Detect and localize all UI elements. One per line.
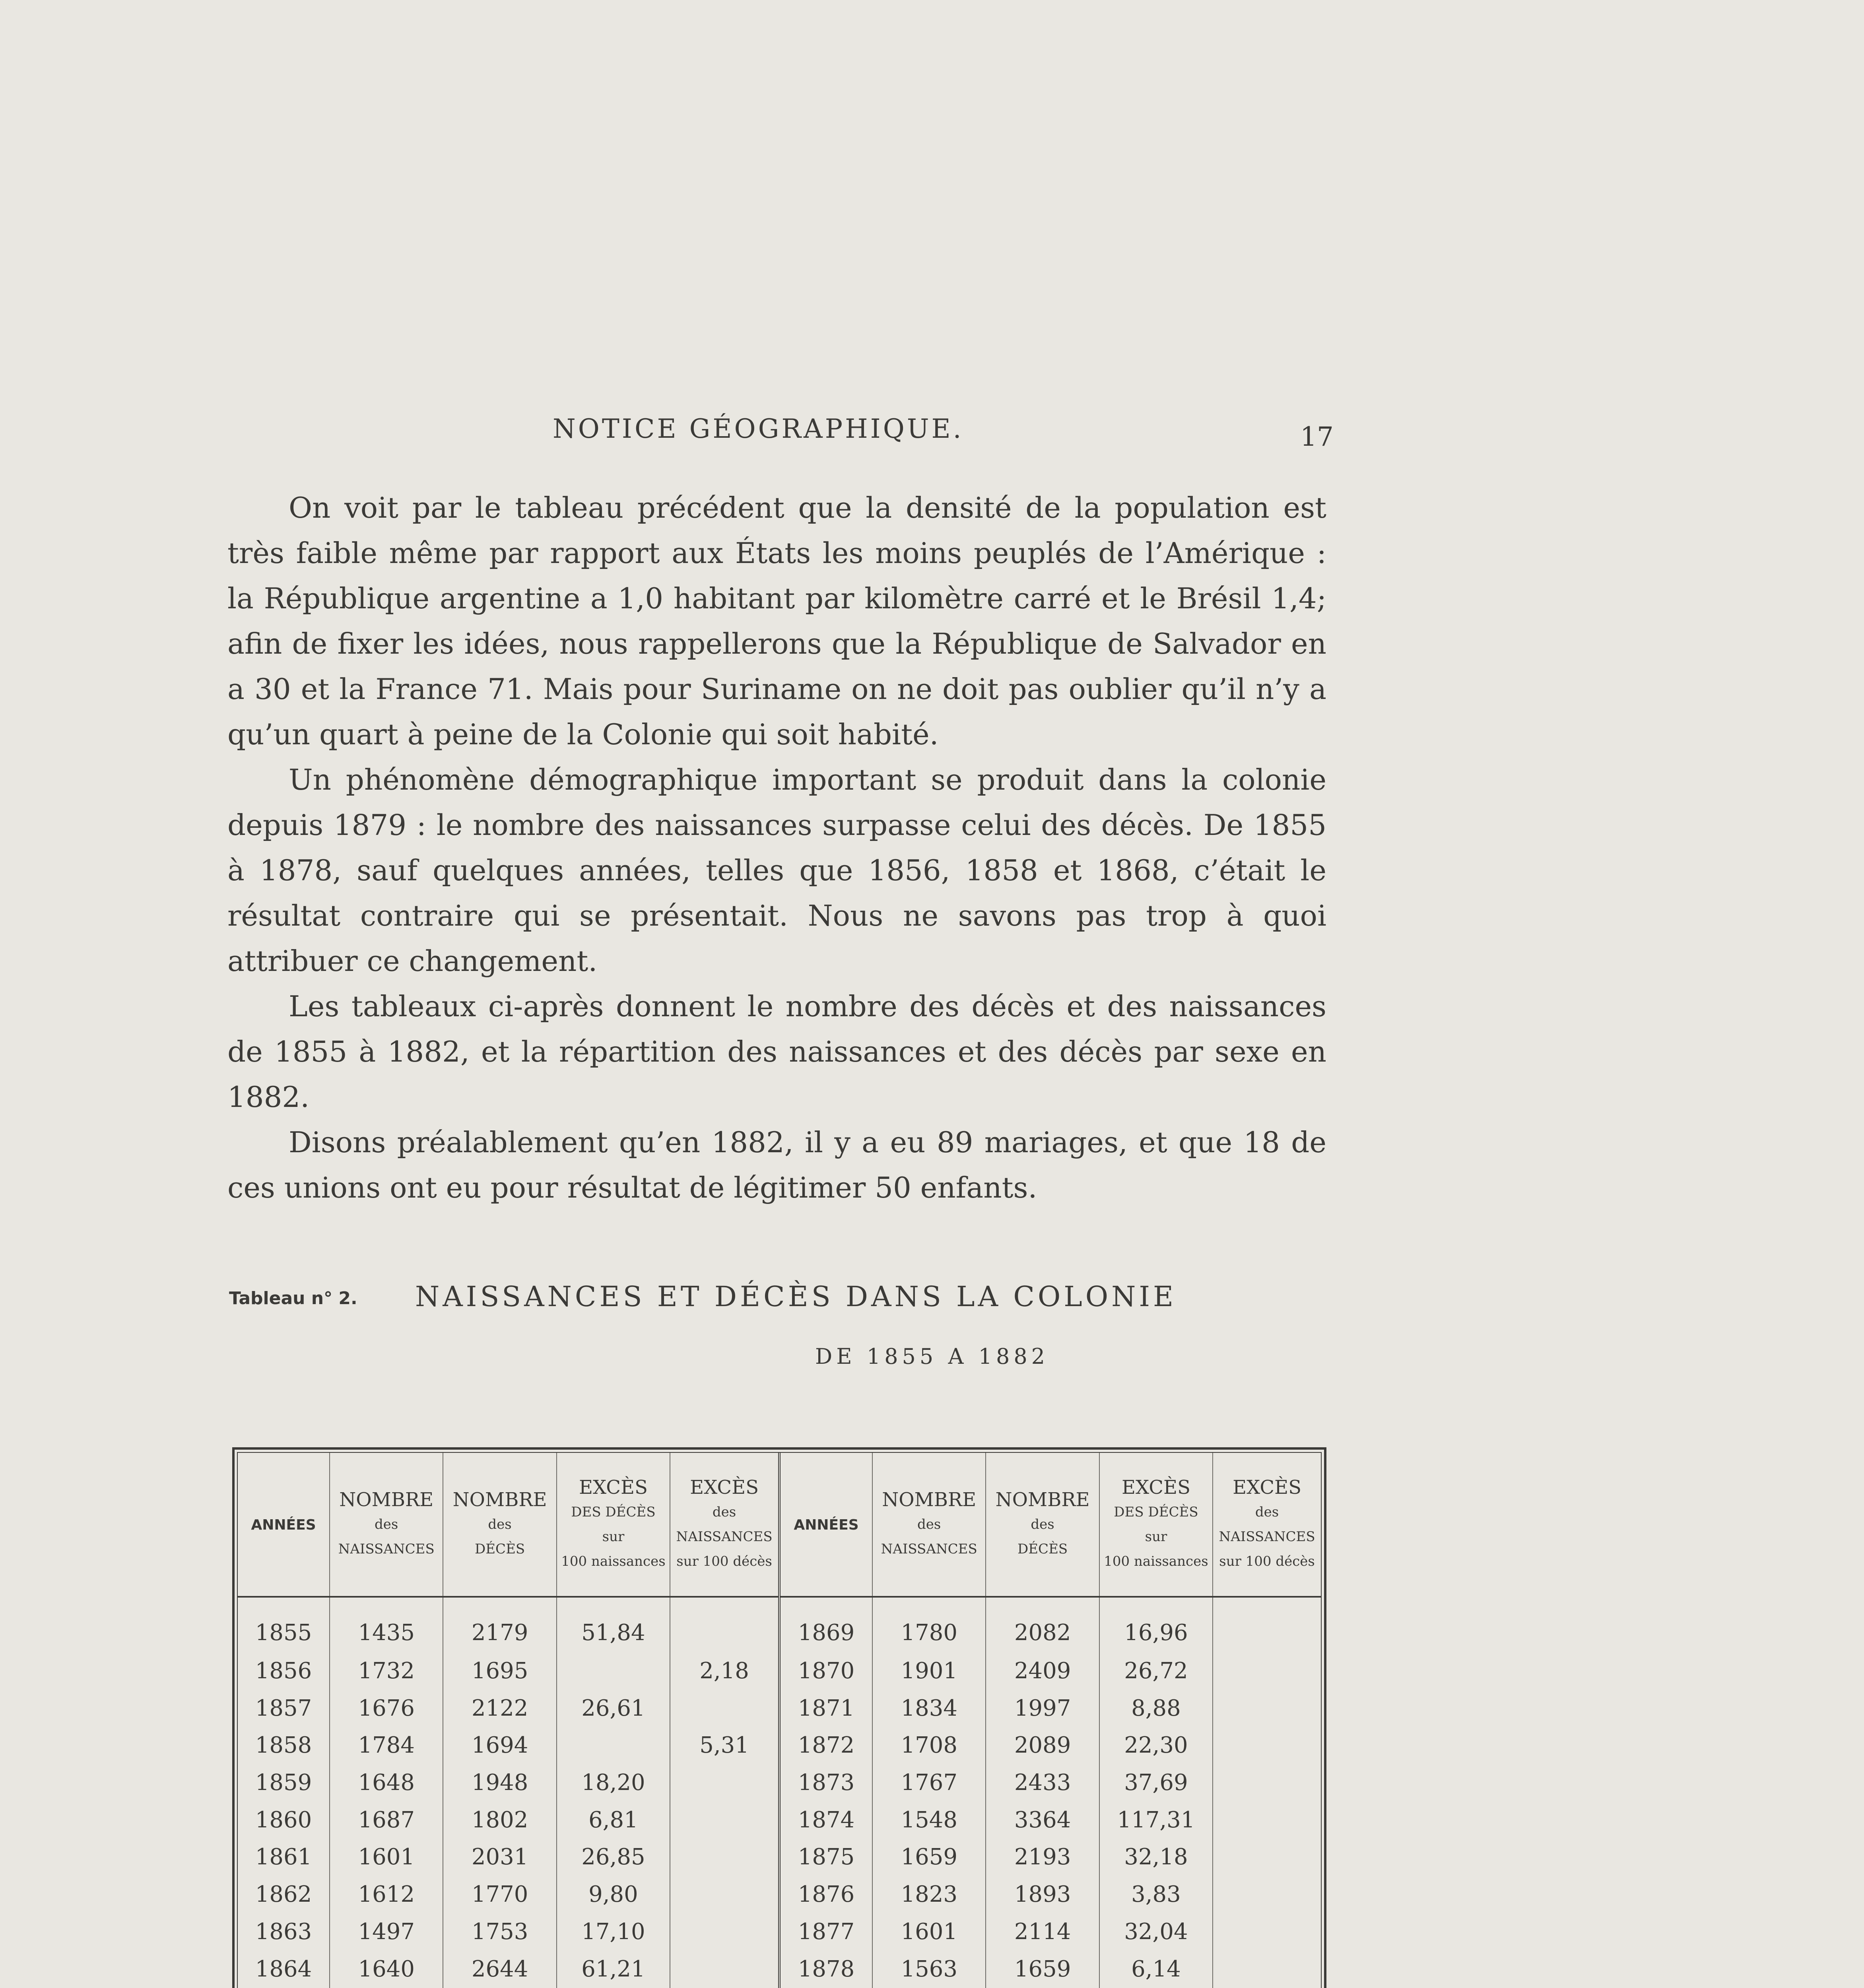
table-cell: 1997 [986,1689,1099,1727]
table-cell: 1875 [781,1839,872,1876]
table-cell [1213,1597,1321,1652]
table-cell: 1694 [443,1727,556,1764]
table-cell: 1601 [872,1913,986,1951]
table-row [781,1689,1321,1727]
table-cell: 1767 [872,1764,986,1802]
table-row [238,1652,778,1690]
table-cell: 1435 [330,1597,443,1652]
header-excess-births: EXCÈS des NAISSANCES sur 100 décès [1213,1453,1321,1597]
table-cell: 1732 [330,1652,443,1690]
table-cell: 1874 [781,1801,872,1839]
table-row [238,1913,778,1951]
table-cell: 6,14 [1099,1950,1213,1988]
table-row [781,1876,1321,1913]
table-row [238,1764,778,1802]
table-cell: 1869 [781,1597,872,1652]
table-row [781,1727,1321,1764]
table-cell: 17,10 [557,1913,670,1951]
table-cell: 1548 [872,1801,986,1839]
table-row [781,1839,1321,1876]
table-row [781,1950,1321,1988]
header-excess-deaths: EXCÈS DES DÉCÈS sur 100 naissances [557,1453,670,1597]
table-cell: 2031 [443,1839,556,1876]
table-cell: 3364 [986,1801,1099,1839]
table-title: NAISSANCES ET DÉCÈS DANS LA COLONIE [415,1280,1177,1313]
table-cell: 1893 [986,1876,1099,1913]
table-cell [1213,1839,1321,1876]
paragraph: Disons préalablement qu’en 1882, il y a eu 89 mariages, et que 18 de ces unions ont eu pour résultat de légitimer 50 enfants. [227,1126,1326,1204]
running-title: NOTICE GÉOGRAPHIQUE. [553,414,964,444]
table-cell: 1601 [330,1839,443,1876]
table-cell: 1877 [781,1913,872,1951]
paragraph: Les tableaux ci-après donnent le nombre des décès et des naissances de 1855 à 1882, et la répartition des naissances et des décès par sexe en 1882. [227,990,1326,1114]
table-cell: 32,04 [1099,1913,1213,1951]
header-excess-births: EXCÈS des NAISSANCES sur 100 décès [670,1453,778,1597]
table-cell: 2433 [986,1764,1099,1802]
table-cell: 1873 [781,1764,872,1802]
table-cell: 18,20 [557,1764,670,1802]
table-row [238,1689,778,1727]
table-cell: 1861 [238,1839,330,1876]
table-cell: 1878 [781,1950,872,1988]
table-cell: 1784 [330,1727,443,1764]
table-cell: 1863 [238,1913,330,1951]
paragraph: On voit par le tableau précédent que la densité de la population est très faible même par rapport aux États les moins peuplés de l’Amérique : la République argentine a 1,0 habitant par kilomètre carré et le Brésil 1,4; afin de fixer les idées, nous rappellerons que la République de Salvador en a 30 et la France 71. Mais pour Suriname on ne doit pas oublier qu’il n’y a qu’un quart à peine de la Colonie qui soit habité. [227,491,1326,751]
table-label: Tableau n° 2. [229,1288,357,1309]
header-births: NOMBRE des NAISSANCES [872,1453,986,1597]
table-cell: 1659 [872,1839,986,1876]
table-row [781,1652,1321,1690]
table-cell: 16,96 [1099,1597,1213,1652]
table-cell: 51,84 [557,1597,670,1652]
table-half-right [781,1453,1321,1988]
table-cell: 22,30 [1099,1727,1213,1764]
table-cell: 1858 [238,1727,330,1764]
table-cell: 1640 [330,1950,443,1988]
table-row [238,1801,778,1839]
table-cell: 1870 [781,1652,872,1690]
header-years: ANNÉES [238,1453,330,1597]
table-cell: 1770 [443,1876,556,1913]
table-cell [1213,1913,1321,1951]
table-cell: 32,18 [1099,1839,1213,1876]
table-cell: 2114 [986,1913,1099,1951]
table-row [781,1913,1321,1951]
table-cell [1213,1764,1321,1802]
table-cell [1213,1801,1321,1839]
table-cell [1213,1689,1321,1727]
table-cell [670,1801,778,1839]
table-half-left [238,1453,781,1988]
table-cell [1213,1652,1321,1690]
table-cell: 1708 [872,1727,986,1764]
table-cell [1213,1950,1321,1988]
table-cell [670,1913,778,1951]
table-cell: 1753 [443,1913,556,1951]
header-excess-deaths: EXCÈS DES DÉCÈS sur 100 naissances [1099,1453,1213,1597]
table-subtitle: DE 1855 A 1882 [815,1344,1049,1369]
table-cell: 2122 [443,1689,556,1727]
table-cell: 2082 [986,1597,1099,1652]
table-cell: 1563 [872,1950,986,1988]
table-cell [670,1950,778,1988]
data-table [232,1447,1326,1988]
table-cell: 2089 [986,1727,1099,1764]
table-row [781,1764,1321,1802]
table-cell: 6,81 [557,1801,670,1839]
table-cell: 61,21 [557,1950,670,1988]
table-cell: 1859 [238,1764,330,1802]
table-cell [557,1727,670,1764]
table-cell: 1860 [238,1801,330,1839]
header-deaths: NOMBRE des DÉCÈS [986,1453,1099,1597]
table-cell: 26,72 [1099,1652,1213,1690]
table-cell: 1648 [330,1764,443,1802]
table-cell: 1855 [238,1597,330,1652]
table-cell: 1864 [238,1950,330,1988]
table-row [238,1839,778,1876]
table-cell [670,1689,778,1727]
table-cell: 1872 [781,1727,872,1764]
table-cell: 9,80 [557,1876,670,1913]
table-cell: 3,83 [1099,1876,1213,1913]
table-cell: 1687 [330,1801,443,1839]
body-text [227,485,1326,1210]
table-row [781,1801,1321,1839]
table-cell: 8,88 [1099,1689,1213,1727]
header-deaths: NOMBRE des DÉCÈS [443,1453,556,1597]
table-cell: 26,85 [557,1839,670,1876]
header-years: ANNÉES [781,1453,872,1597]
header-births: NOMBRE des NAISSANCES [330,1453,443,1597]
table-cell: 2644 [443,1950,556,1988]
table-cell: 2,18 [699,1658,749,1684]
table-row [238,1727,778,1764]
table-cell: 1676 [330,1689,443,1727]
table-cell: 1856 [238,1652,330,1690]
table-cell: 37,69 [1099,1764,1213,1802]
table-cell: 1862 [238,1876,330,1913]
table-cell: 2193 [986,1839,1099,1876]
table-cell: 1901 [872,1652,986,1690]
table-cell: 2409 [986,1652,1099,1690]
table-cell: 1876 [781,1876,872,1913]
table-cell: 1695 [443,1652,556,1690]
table-cell [670,1839,778,1876]
table-cell: 117,31 [1099,1801,1213,1839]
table-cell [1213,1727,1321,1764]
table-cell: 1780 [872,1597,986,1652]
table-cell: 1857 [238,1689,330,1727]
table-row [238,1876,778,1913]
table-cell [670,1597,778,1652]
page-number: 17 [1300,421,1334,452]
table-cell: 1834 [872,1689,986,1727]
table-cell [557,1652,670,1690]
table-row [238,1950,778,1988]
table-cell: 1823 [872,1876,986,1913]
table-cell: 1948 [443,1764,556,1802]
table-cell: 1871 [781,1689,872,1727]
table-row [238,1597,778,1652]
table-cell: 1802 [443,1801,556,1839]
table-cell [1213,1876,1321,1913]
table-cell: 2179 [443,1597,556,1652]
table-cell: 5,31 [699,1732,749,1759]
paragraph: Un phénomène démographique important se produit dans la colonie depuis 1879 : le nombre des naissances surpasse celui des décès. De 1855 à 1878, sauf quelques années, telles que 1856, 1858 et 1868, c’était le résultat contraire qui se présentait. Nous ne savons pas trop à quoi attribuer ce changement. [227,763,1326,978]
table-row [781,1597,1321,1652]
table-cell: 1497 [330,1913,443,1951]
table-cell [670,1764,778,1802]
table-cell: 26,61 [557,1689,670,1727]
table-cell [670,1876,778,1913]
table-cell: 1659 [986,1950,1099,1988]
table-cell: 1612 [330,1876,443,1913]
